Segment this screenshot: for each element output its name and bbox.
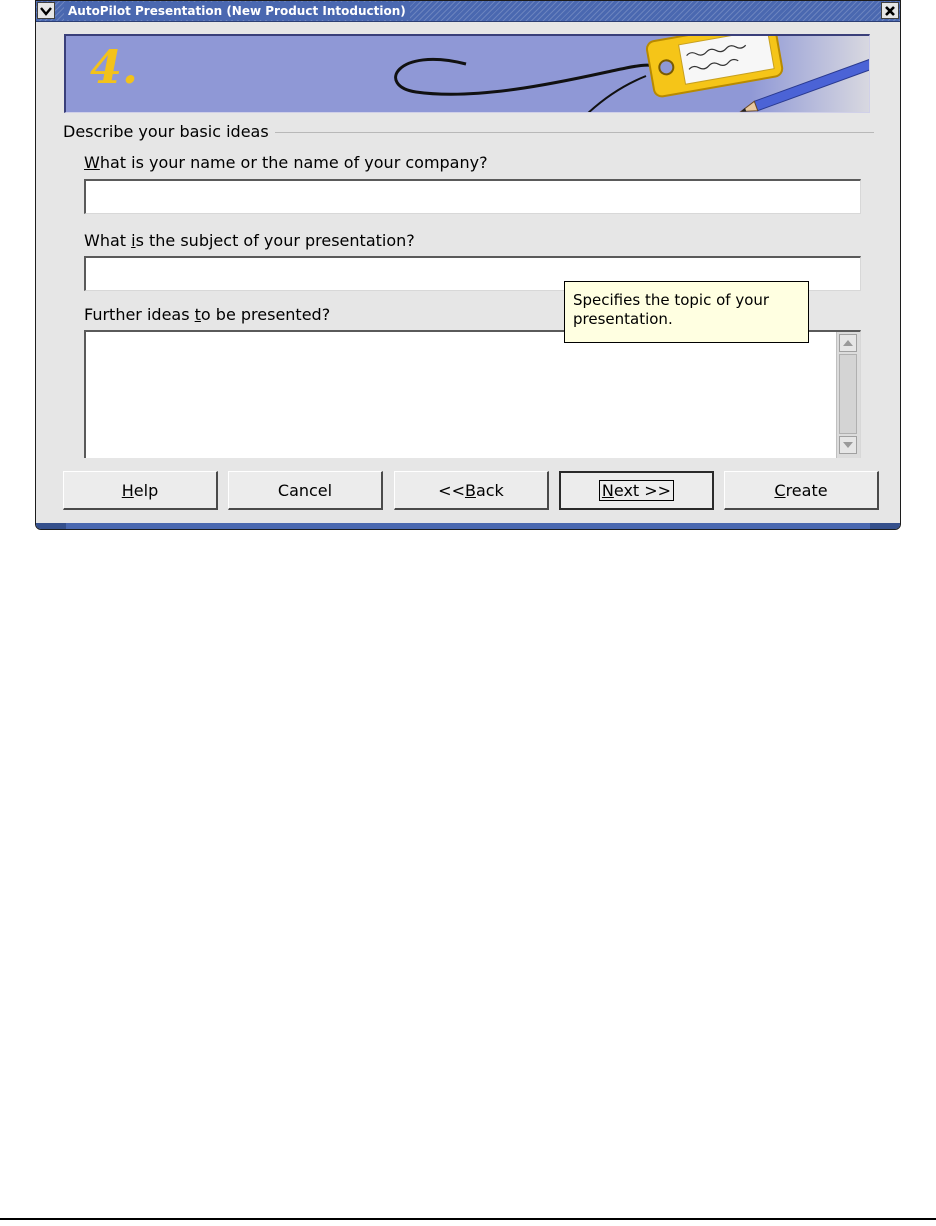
title-bar[interactable] [36, 1, 900, 22]
autopilot-dialog [35, 0, 901, 530]
company-name-label: What is your name or the name of your company? [84, 153, 488, 172]
scroll-up-button[interactable] [839, 334, 857, 352]
page-bottom-rule [0, 1218, 936, 1220]
further-ideas-textarea[interactable] [86, 332, 834, 458]
chevron-down-icon [40, 6, 52, 16]
scroll-thumb[interactable] [839, 354, 857, 434]
step-number: 4. [90, 40, 139, 94]
create-button[interactable]: C reate [724, 471, 879, 510]
tag-and-pencil-illustration [66, 36, 870, 113]
vertical-scrollbar[interactable] [836, 332, 860, 458]
subject-label: What is the subject of your presentation? [84, 231, 415, 250]
company-name-input[interactable] [84, 179, 861, 214]
further-ideas-label: Further ideas to be presented? [84, 305, 331, 324]
further-ideas-box [84, 330, 861, 458]
wizard-banner [64, 34, 870, 113]
cancel-button[interactable]: Cancel [228, 471, 383, 510]
scroll-down-button[interactable] [839, 436, 857, 454]
focus-indicator: Next >> [599, 480, 674, 501]
window-bottom-border [36, 523, 900, 529]
close-button[interactable] [881, 2, 899, 19]
help-button[interactable]: H elp [63, 471, 218, 510]
window-title: AutoPilot Presentation (New Product Intoduction) [64, 2, 410, 20]
close-icon [884, 5, 896, 17]
tooltip: Specifies the topic of your presentation. [564, 281, 809, 343]
window-menu-button[interactable] [37, 2, 55, 19]
mnemonic-i: i [131, 231, 136, 250]
mnemonic-t: t [194, 305, 201, 324]
arrow-down-icon [843, 442, 853, 448]
arrow-up-icon [843, 340, 853, 346]
next-button[interactable] [559, 471, 714, 510]
back-button[interactable]: << B ack [394, 471, 549, 510]
mnemonic-w: W [84, 153, 100, 172]
section-title: Describe your basic ideas [63, 122, 275, 141]
dialog-buttons [63, 471, 879, 511]
